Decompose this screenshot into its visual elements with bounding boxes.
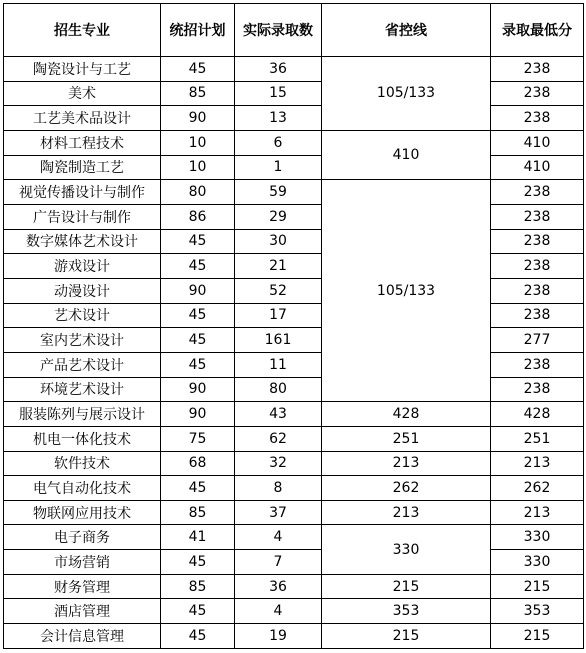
plan-cell: 85 xyxy=(161,574,235,599)
min-score-cell: 215 xyxy=(491,624,584,649)
table-row xyxy=(4,402,584,427)
min-score-cell: 238 xyxy=(491,278,584,303)
control-line-cell: 215 xyxy=(322,574,491,599)
admitted-cell: 15 xyxy=(235,81,322,106)
table-row xyxy=(4,328,584,353)
major-cell: 物联网应用技术 xyxy=(4,500,161,525)
plan-cell: 45 xyxy=(161,229,235,254)
plan-cell: 85 xyxy=(161,81,235,106)
min-score-cell: 215 xyxy=(491,574,584,599)
table-body xyxy=(4,57,584,649)
min-score-cell: 238 xyxy=(491,57,584,82)
min-score-cell: 238 xyxy=(491,106,584,131)
admitted-cell: 17 xyxy=(235,303,322,328)
admitted-cell: 59 xyxy=(235,180,322,205)
plan-cell: 45 xyxy=(161,599,235,624)
table-row xyxy=(4,352,584,377)
min-score-cell: 238 xyxy=(491,352,584,377)
min-score-cell: 238 xyxy=(491,81,584,106)
min-score-cell: 238 xyxy=(491,229,584,254)
table-row xyxy=(4,106,584,131)
major-cell: 会计信息管理 xyxy=(4,624,161,649)
admitted-cell: 37 xyxy=(235,500,322,525)
min-score-cell: 213 xyxy=(491,500,584,525)
major-cell: 游戏设计 xyxy=(4,254,161,279)
plan-cell: 86 xyxy=(161,204,235,229)
control-line-cell: 215 xyxy=(322,624,491,649)
admitted-cell: 1 xyxy=(235,155,322,180)
table-row xyxy=(4,574,584,599)
control-line-cell: 262 xyxy=(322,476,491,501)
min-score-cell: 330 xyxy=(491,550,584,575)
plan-cell: 85 xyxy=(161,500,235,525)
table-row xyxy=(4,426,584,451)
major-cell: 环境艺术设计 xyxy=(4,377,161,402)
min-score-cell: 410 xyxy=(491,130,584,155)
min-score-cell: 428 xyxy=(491,402,584,427)
table-row xyxy=(4,377,584,402)
plan-cell: 90 xyxy=(161,106,235,131)
admitted-cell: 6 xyxy=(235,130,322,155)
admitted-cell: 80 xyxy=(235,377,322,402)
header-admitted: 实际录取数 xyxy=(235,4,322,57)
admitted-cell: 8 xyxy=(235,476,322,501)
major-cell: 软件技术 xyxy=(4,451,161,476)
major-cell: 陶瓷制造工艺 xyxy=(4,155,161,180)
min-score-cell: 262 xyxy=(491,476,584,501)
admitted-cell: 4 xyxy=(235,525,322,550)
control-line-cell: 213 xyxy=(322,500,491,525)
header-row xyxy=(4,4,584,57)
major-cell: 材料工程技术 xyxy=(4,130,161,155)
table-row xyxy=(4,229,584,254)
admitted-cell: 161 xyxy=(235,328,322,353)
table-row xyxy=(4,624,584,649)
major-cell: 机电一体化技术 xyxy=(4,426,161,451)
control-line-cell: 410 xyxy=(322,130,491,179)
min-score-cell: 238 xyxy=(491,303,584,328)
table-row xyxy=(4,451,584,476)
control-line-cell: 213 xyxy=(322,451,491,476)
admitted-cell: 32 xyxy=(235,451,322,476)
major-cell: 陶瓷设计与工艺 xyxy=(4,57,161,82)
control-line-cell: 353 xyxy=(322,599,491,624)
major-cell: 服装陈列与展示设计 xyxy=(4,402,161,427)
min-score-cell: 238 xyxy=(491,377,584,402)
plan-cell: 10 xyxy=(161,155,235,180)
table-row xyxy=(4,278,584,303)
plan-cell: 45 xyxy=(161,476,235,501)
major-cell: 广告设计与制作 xyxy=(4,204,161,229)
plan-cell: 68 xyxy=(161,451,235,476)
admitted-cell: 13 xyxy=(235,106,322,131)
table-row xyxy=(4,81,584,106)
admitted-cell: 36 xyxy=(235,57,322,82)
header-control-line: 省控线 xyxy=(322,4,491,57)
admitted-cell: 11 xyxy=(235,352,322,377)
plan-cell: 41 xyxy=(161,525,235,550)
plan-cell: 45 xyxy=(161,624,235,649)
min-score-cell: 238 xyxy=(491,204,584,229)
min-score-cell: 277 xyxy=(491,328,584,353)
major-cell: 美术 xyxy=(4,81,161,106)
admissions-table xyxy=(3,3,584,649)
admitted-cell: 29 xyxy=(235,204,322,229)
plan-cell: 90 xyxy=(161,377,235,402)
header-major: 招生专业 xyxy=(4,4,161,57)
admitted-cell: 21 xyxy=(235,254,322,279)
min-score-cell: 238 xyxy=(491,180,584,205)
admitted-cell: 52 xyxy=(235,278,322,303)
control-line-cell: 105/133 xyxy=(322,180,491,402)
table-row xyxy=(4,599,584,624)
admitted-cell: 43 xyxy=(235,402,322,427)
control-line-cell: 251 xyxy=(322,426,491,451)
min-score-cell: 330 xyxy=(491,525,584,550)
plan-cell: 45 xyxy=(161,352,235,377)
plan-cell: 90 xyxy=(161,278,235,303)
table-row xyxy=(4,525,584,550)
plan-cell: 75 xyxy=(161,426,235,451)
table-row xyxy=(4,303,584,328)
major-cell: 室内艺术设计 xyxy=(4,328,161,353)
admitted-cell: 7 xyxy=(235,550,322,575)
plan-cell: 45 xyxy=(161,57,235,82)
major-cell: 电子商务 xyxy=(4,525,161,550)
control-line-cell: 428 xyxy=(322,402,491,427)
admitted-cell: 62 xyxy=(235,426,322,451)
table-row xyxy=(4,476,584,501)
table-row xyxy=(4,500,584,525)
major-cell: 电气自动化技术 xyxy=(4,476,161,501)
table-row xyxy=(4,130,584,155)
table-row xyxy=(4,550,584,575)
table-row xyxy=(4,180,584,205)
major-cell: 酒店管理 xyxy=(4,599,161,624)
major-cell: 艺术设计 xyxy=(4,303,161,328)
table-row xyxy=(4,57,584,82)
header-plan: 统招计划 xyxy=(161,4,235,57)
major-cell: 数字媒体艺术设计 xyxy=(4,229,161,254)
table-row xyxy=(4,204,584,229)
major-cell: 市场营销 xyxy=(4,550,161,575)
plan-cell: 80 xyxy=(161,180,235,205)
major-cell: 视觉传播设计与制作 xyxy=(4,180,161,205)
min-score-cell: 213 xyxy=(491,451,584,476)
major-cell: 产品艺术设计 xyxy=(4,352,161,377)
min-score-cell: 238 xyxy=(491,254,584,279)
min-score-cell: 410 xyxy=(491,155,584,180)
plan-cell: 45 xyxy=(161,254,235,279)
plan-cell: 45 xyxy=(161,303,235,328)
major-cell: 工艺美术品设计 xyxy=(4,106,161,131)
admitted-cell: 30 xyxy=(235,229,322,254)
plan-cell: 45 xyxy=(161,550,235,575)
header-min-score: 录取最低分 xyxy=(491,4,584,57)
plan-cell: 90 xyxy=(161,402,235,427)
plan-cell: 45 xyxy=(161,328,235,353)
admitted-cell: 4 xyxy=(235,599,322,624)
control-line-cell: 105/133 xyxy=(322,57,491,131)
min-score-cell: 353 xyxy=(491,599,584,624)
table-row xyxy=(4,155,584,180)
major-cell: 财务管理 xyxy=(4,574,161,599)
min-score-cell: 251 xyxy=(491,426,584,451)
major-cell: 动漫设计 xyxy=(4,278,161,303)
admitted-cell: 19 xyxy=(235,624,322,649)
plan-cell: 10 xyxy=(161,130,235,155)
admitted-cell: 36 xyxy=(235,574,322,599)
table-row xyxy=(4,254,584,279)
control-line-cell: 330 xyxy=(322,525,491,574)
